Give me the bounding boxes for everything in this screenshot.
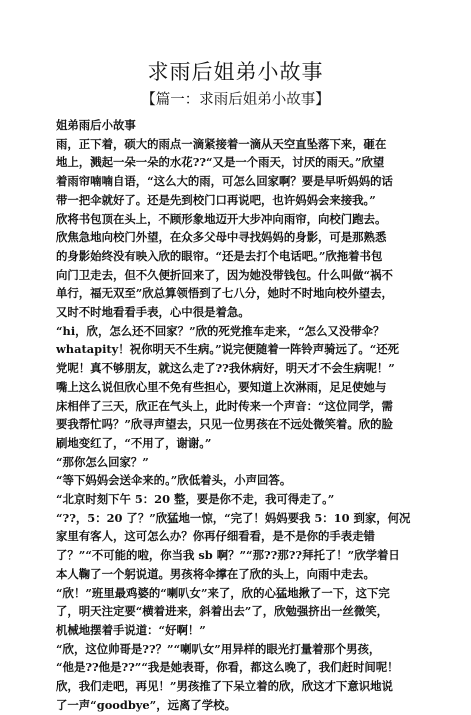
document-title: 求雨后姐弟小故事 [147, 60, 324, 84]
body-line: 欣焦急地向校门外望，在众多父母中寻找妈妈的身影，可是那熟悉 [56, 230, 387, 245]
body-line: 着雨帘喃喃自语，“这么大的雨，可怎么回家啊？要是早听妈妈的话 [56, 174, 393, 189]
body-line: “北京时刻下午 5：20 整，要是你不走，我可得走了。” [56, 492, 335, 507]
section-heading: 姐弟雨后小故事 [56, 118, 136, 132]
body-line: 向门卫走去，但不久便折回来了，因为她没带钱包。什么叫做“祸不 [56, 267, 393, 282]
body-line: 欣，我们走吧，再见！”男孩推了下呆立着的欣，欣这才下意识地说 [56, 679, 393, 694]
body-line: 地上，溅起一朵一朵的水花??“又是一个雨天，讨厌的雨天。”欣望 [56, 155, 385, 170]
body-line: “欣！”班里最鸡婆的“喇叭女”来了，欣的心猛地揪了一下，这下完 [56, 585, 390, 600]
body-line: 床相伴了三天，欣正在气头上，此时传来一个声音：“这位同学，需 [56, 398, 393, 413]
document-subtitle: 【篇一：求雨后姐弟小故事】 [141, 92, 330, 108]
body-line: “那你怎么回家？” [56, 454, 149, 469]
body-line: 嘴上这么说但欣心里不免有些担心，要知道上次淋雨，足足使她与 [56, 379, 387, 394]
body-line: “??，5：20 了？”欣猛地一惊，“完了！妈妈要我 5：10 到家，何况 [56, 510, 411, 525]
body-line: 单行，福无双至”欣总算领悟到了七八分，她时不时地向校外望去， [56, 286, 393, 301]
body-line: 机械地摆着手说道：“好啊！” [56, 622, 206, 637]
body-line: 欣将书包顶在头上，不顾形象地迈开大步冲向雨帘，向校门跑去。 [56, 211, 387, 226]
body-line: “欣，这位帅哥是??？”“喇叭女”用异样的眼光打量着那个男孩， [56, 641, 381, 656]
body-line: 本人鞠了一个躬说道。男孩将伞撑在了欣的头上，向雨中走去。 [56, 566, 375, 581]
body-line: whatapity！祝你明天不生病。”说完便随着一阵铃声骑远了。“还死 [56, 342, 400, 357]
body-line: 家里有客人，这可怎么办？你再仔细看看，是不是你的手表走错 [56, 529, 375, 544]
body-line: 雨，正下着，硕大的雨点一滴紧接着一滴从天空直坠落下来，砸在 [56, 136, 387, 151]
body-line: “hi，欣，怎么还不回家？”欣的死党推车走来，“怎么又没带伞？ [56, 323, 385, 338]
body-line: 了？”“不可能的啦，你当我 sb 啊？”“那??那??拜托了！”欣学着日 [56, 548, 400, 563]
body-line: 刷地变红了，“不用了，谢谢。” [56, 435, 212, 450]
body-line: 又时不时地看看手表，心中很是着急。 [56, 305, 250, 320]
body-line: 了，明天注定要“横着进来，斜着出去”了，欣勉强挤出一丝微笑， [56, 604, 389, 619]
body-line: 了一声“goodbye”，远离了学校。 [56, 697, 236, 712]
document-body [56, 116, 426, 715]
body-line: 党呢！真不够朋友，就这么走了??我休病好，明天才不会生病呢！” [56, 361, 395, 376]
body-line: 要我帮忙吗？”欣寻声望去，只见一位男孩在不远处微笑着。欣的脸 [56, 417, 393, 432]
body-line: “等下妈妈会送伞来的。”欣低着头，小声回答。 [56, 473, 292, 488]
body-line: “他是??他是??”“我是她表哥，你看，都这么晚了，我们赶时间呢！ [56, 660, 399, 675]
body-line: 的身影始终没有映入欣的眼帘。“还是去打个电话吧。”欣拖着书包 [56, 248, 383, 263]
body-line: 带一把伞就好了。还是先到校门口再说吧，也许妈妈会来接我。” [56, 192, 376, 207]
